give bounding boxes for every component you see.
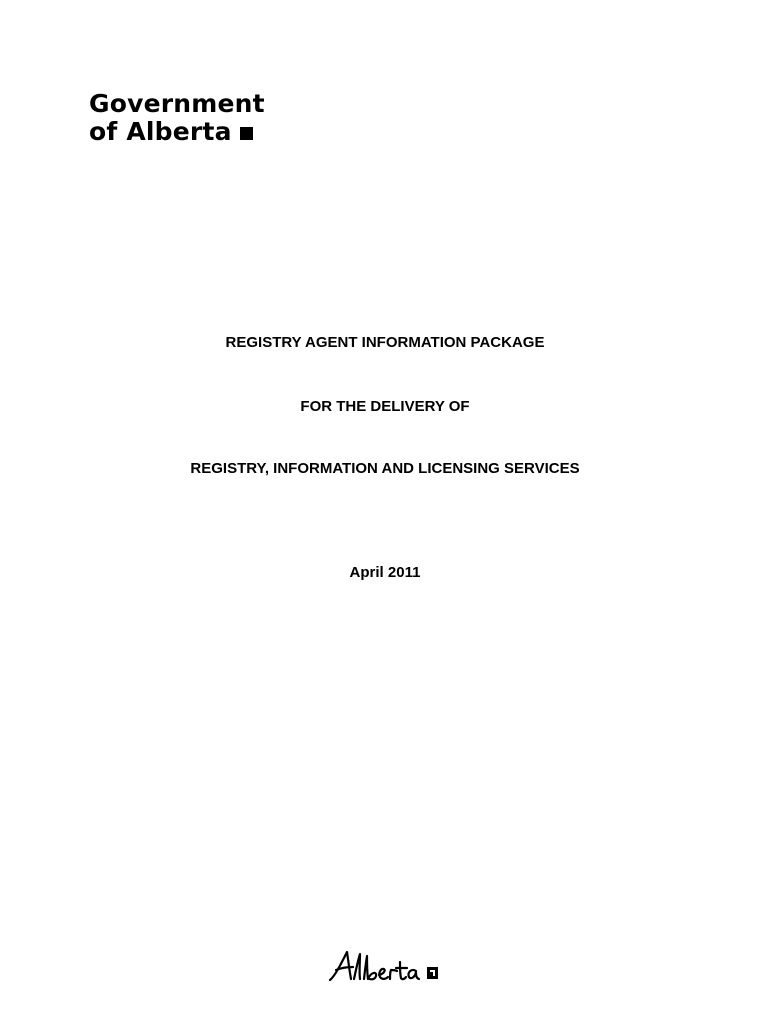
- government-of-alberta-logo: [89, 90, 265, 146]
- logo-line-2-text: of Alberta: [89, 117, 232, 146]
- document-subtitle: FOR THE DELIVERY OF: [300, 398, 470, 415]
- alberta-wordmark-logo-icon: [327, 946, 445, 986]
- document-date: April 2011: [349, 564, 421, 581]
- logo-line-2: [89, 118, 265, 146]
- document-subtitle-services: REGISTRY, INFORMATION AND LICENSING SERVICES: [190, 460, 580, 477]
- logo-square-icon: [240, 127, 253, 140]
- document-title: REGISTRY AGENT INFORMATION PACKAGE: [225, 334, 545, 351]
- logo-line-1: Government: [89, 89, 265, 118]
